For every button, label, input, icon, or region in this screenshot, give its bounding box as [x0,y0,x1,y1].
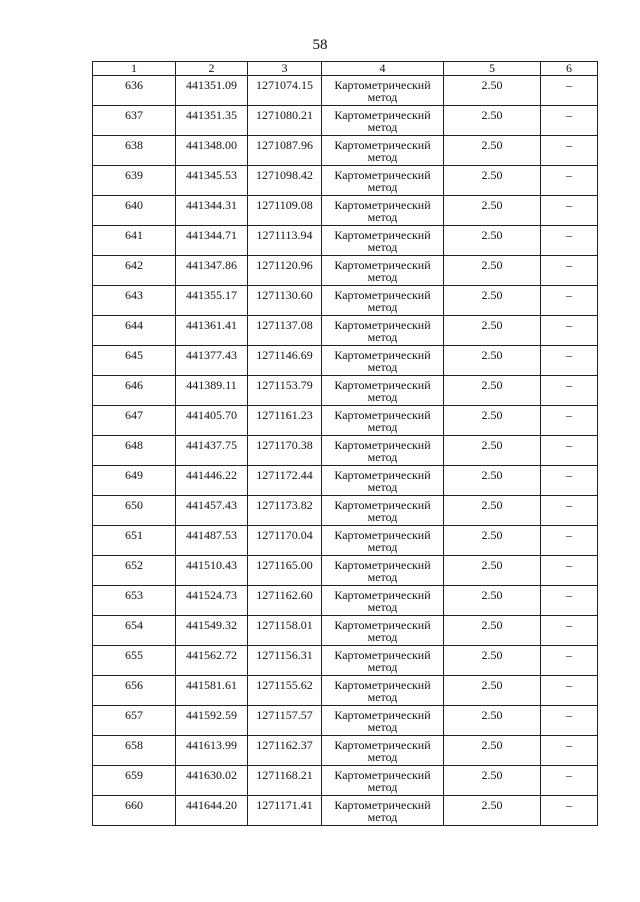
cell-accuracy: 2.50 [444,346,541,376]
cell-y-coordinate: 1271157.57 [248,706,322,736]
column-header-3: 3 [248,62,322,76]
cell-method: Картометрический метод [322,136,444,166]
table-row [93,196,598,226]
cell-x-coordinate: 441581.61 [176,676,248,706]
cell-y-coordinate: 1271120.96 [248,256,322,286]
cell-y-coordinate: 1271146.69 [248,346,322,376]
cell-point-number: 656 [93,676,176,706]
cell-method: Картометрический метод [322,286,444,316]
table-row [93,316,598,346]
cell-x-coordinate: 441446.22 [176,466,248,496]
cell-accuracy: 2.50 [444,766,541,796]
cell-point-number: 643 [93,286,176,316]
table-row [93,256,598,286]
cell-point-number: 636 [93,76,176,106]
cell-point-number: 639 [93,166,176,196]
cell-y-coordinate: 1271080.21 [248,106,322,136]
cell-note: – [541,736,598,766]
cell-y-coordinate: 1271155.62 [248,676,322,706]
cell-accuracy: 2.50 [444,436,541,466]
cell-y-coordinate: 1271074.15 [248,76,322,106]
column-header-2: 2 [176,62,248,76]
cell-method: Картометрический метод [322,616,444,646]
cell-method: Картометрический метод [322,166,444,196]
cell-method: Картометрический метод [322,256,444,286]
table-row [93,376,598,406]
cell-accuracy: 2.50 [444,736,541,766]
cell-y-coordinate: 1271171.41 [248,796,322,826]
table-row [93,226,598,256]
cell-accuracy: 2.50 [444,406,541,436]
cell-x-coordinate: 441351.35 [176,106,248,136]
cell-x-coordinate: 441437.75 [176,436,248,466]
cell-note: – [541,706,598,736]
cell-note: – [541,346,598,376]
table-row [93,436,598,466]
cell-x-coordinate: 441644.20 [176,796,248,826]
cell-note: – [541,166,598,196]
cell-note: – [541,286,598,316]
cell-y-coordinate: 1271130.60 [248,286,322,316]
cell-point-number: 646 [93,376,176,406]
cell-x-coordinate: 441613.99 [176,736,248,766]
cell-method: Картометрический метод [322,436,444,466]
cell-method: Картометрический метод [322,796,444,826]
table-row [93,406,598,436]
table-row [93,706,598,736]
cell-x-coordinate: 441405.70 [176,406,248,436]
cell-note: – [541,676,598,706]
cell-x-coordinate: 441549.32 [176,616,248,646]
cell-x-coordinate: 441487.53 [176,526,248,556]
table-row [93,136,598,166]
table-row [93,496,598,526]
cell-x-coordinate: 441630.02 [176,766,248,796]
cell-point-number: 647 [93,406,176,436]
cell-method: Картометрический метод [322,406,444,436]
cell-method: Картометрический метод [322,706,444,736]
cell-y-coordinate: 1271158.01 [248,616,322,646]
table-row [93,286,598,316]
column-header-1: 1 [93,62,176,76]
cell-note: – [541,646,598,676]
cell-accuracy: 2.50 [444,286,541,316]
cell-accuracy: 2.50 [444,556,541,586]
cell-y-coordinate: 1271172.44 [248,466,322,496]
table-row [93,766,598,796]
table-row [93,616,598,646]
cell-point-number: 659 [93,766,176,796]
cell-y-coordinate: 1271087.96 [248,136,322,166]
cell-note: – [541,796,598,826]
cell-point-number: 649 [93,466,176,496]
cell-y-coordinate: 1271098.42 [248,166,322,196]
cell-point-number: 644 [93,316,176,346]
cell-accuracy: 2.50 [444,526,541,556]
cell-accuracy: 2.50 [444,616,541,646]
cell-y-coordinate: 1271162.60 [248,586,322,616]
cell-x-coordinate: 441355.17 [176,286,248,316]
cell-note: – [541,106,598,136]
cell-note: – [541,376,598,406]
cell-point-number: 655 [93,646,176,676]
column-header-5: 5 [444,62,541,76]
cell-method: Картометрический метод [322,196,444,226]
table-row [93,556,598,586]
table-row [93,166,598,196]
cell-point-number: 641 [93,226,176,256]
cell-point-number: 640 [93,196,176,226]
cell-y-coordinate: 1271137.08 [248,316,322,346]
cell-note: – [541,196,598,226]
cell-accuracy: 2.50 [444,466,541,496]
cell-method: Картометрический метод [322,766,444,796]
cell-note: – [541,256,598,286]
cell-accuracy: 2.50 [444,166,541,196]
cell-y-coordinate: 1271113.94 [248,226,322,256]
table-row [93,346,598,376]
table-row [93,526,598,556]
cell-accuracy: 2.50 [444,76,541,106]
cell-method: Картометрический метод [322,646,444,676]
cell-method: Картометрический метод [322,526,444,556]
cell-method: Картометрический метод [322,316,444,346]
cell-point-number: 637 [93,106,176,136]
cell-note: – [541,586,598,616]
cell-y-coordinate: 1271165.00 [248,556,322,586]
page-number: 58 [312,37,328,53]
cell-note: – [541,406,598,436]
cell-accuracy: 2.50 [444,376,541,406]
cell-y-coordinate: 1271170.04 [248,526,322,556]
cell-point-number: 648 [93,436,176,466]
cell-method: Картометрический метод [322,676,444,706]
table-row [93,796,598,826]
cell-point-number: 657 [93,706,176,736]
cell-point-number: 658 [93,736,176,766]
cell-method: Картометрический метод [322,346,444,376]
cell-y-coordinate: 1271156.31 [248,646,322,676]
column-header-6: 6 [541,62,598,76]
cell-point-number: 642 [93,256,176,286]
cell-accuracy: 2.50 [444,586,541,616]
cell-x-coordinate: 441344.31 [176,196,248,226]
cell-accuracy: 2.50 [444,496,541,526]
cell-y-coordinate: 1271153.79 [248,376,322,406]
cell-method: Картометрический метод [322,376,444,406]
cell-y-coordinate: 1271161.23 [248,406,322,436]
table-row [93,466,598,496]
cell-x-coordinate: 441344.71 [176,226,248,256]
cell-note: – [541,766,598,796]
cell-point-number: 660 [93,796,176,826]
cell-accuracy: 2.50 [444,646,541,676]
cell-accuracy: 2.50 [444,136,541,166]
cell-y-coordinate: 1271168.21 [248,766,322,796]
cell-method: Картометрический метод [322,736,444,766]
cell-x-coordinate: 441562.72 [176,646,248,676]
cell-note: – [541,556,598,586]
header-row [93,62,598,76]
cell-method: Картометрический метод [322,76,444,106]
cell-point-number: 645 [93,346,176,376]
cell-accuracy: 2.50 [444,196,541,226]
cell-x-coordinate: 441389.11 [176,376,248,406]
table-row [93,736,598,766]
table-row [93,646,598,676]
cell-point-number: 638 [93,136,176,166]
table-row [93,76,598,106]
cell-note: – [541,616,598,646]
table-body [93,76,598,826]
table-row [93,586,598,616]
cell-note: – [541,436,598,466]
cell-y-coordinate: 1271162.37 [248,736,322,766]
cell-point-number: 654 [93,616,176,646]
cell-x-coordinate: 441347.86 [176,256,248,286]
cell-point-number: 651 [93,526,176,556]
cell-accuracy: 2.50 [444,256,541,286]
cell-note: – [541,226,598,256]
cell-point-number: 652 [93,556,176,586]
cell-x-coordinate: 441510.43 [176,556,248,586]
cell-x-coordinate: 441345.53 [176,166,248,196]
cell-y-coordinate: 1271170.38 [248,436,322,466]
cell-x-coordinate: 441361.41 [176,316,248,346]
cell-note: – [541,466,598,496]
cell-note: – [541,76,598,106]
cell-note: – [541,526,598,556]
cell-method: Картометрический метод [322,556,444,586]
cell-x-coordinate: 441524.73 [176,586,248,616]
cell-point-number: 653 [93,586,176,616]
cell-y-coordinate: 1271173.82 [248,496,322,526]
cell-x-coordinate: 441348.00 [176,136,248,166]
cell-x-coordinate: 441457.43 [176,496,248,526]
cell-method: Картометрический метод [322,106,444,136]
cell-point-number: 650 [93,496,176,526]
table-row [93,106,598,136]
cell-note: – [541,316,598,346]
cell-accuracy: 2.50 [444,796,541,826]
coordinates-table [92,61,598,826]
cell-note: – [541,136,598,166]
column-header-4: 4 [322,62,444,76]
cell-x-coordinate: 441592.59 [176,706,248,736]
cell-method: Картометрический метод [322,226,444,256]
cell-accuracy: 2.50 [444,106,541,136]
cell-x-coordinate: 441351.09 [176,76,248,106]
table-row [93,676,598,706]
cell-method: Картометрический метод [322,496,444,526]
cell-accuracy: 2.50 [444,316,541,346]
cell-accuracy: 2.50 [444,706,541,736]
cell-accuracy: 2.50 [444,676,541,706]
cell-note: – [541,496,598,526]
cell-accuracy: 2.50 [444,226,541,256]
cell-method: Картометрический метод [322,466,444,496]
cell-x-coordinate: 441377.43 [176,346,248,376]
cell-method: Картометрический метод [322,586,444,616]
cell-y-coordinate: 1271109.08 [248,196,322,226]
